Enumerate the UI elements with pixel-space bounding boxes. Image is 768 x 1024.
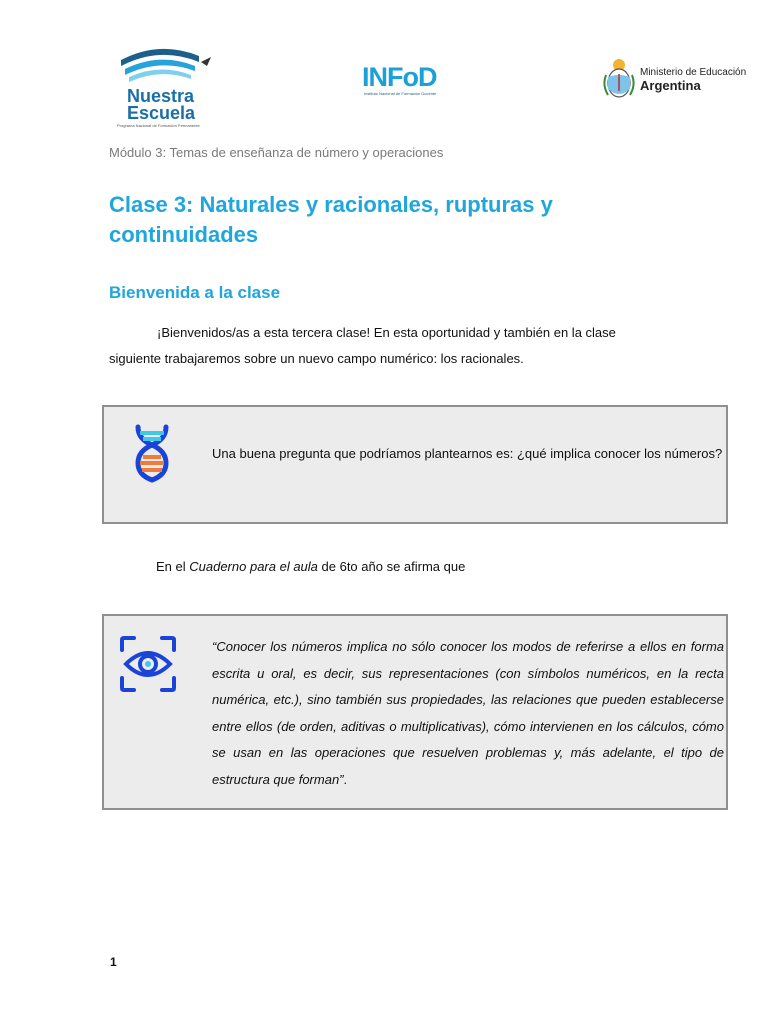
question-text: Una buena pregunta que podríamos plantearnos es: ¿qué implica conocer los números? bbox=[212, 446, 723, 461]
quote-callout bbox=[102, 614, 728, 810]
quote-closing: . bbox=[343, 771, 348, 787]
quote-text bbox=[212, 634, 724, 794]
question-callout bbox=[102, 405, 728, 524]
nuestra-escuela-logo bbox=[113, 44, 223, 132]
module-heading: Módulo 3: Temas de enseñanza de número y operaciones bbox=[109, 145, 444, 160]
cuaderno-suffix: de 6to año se afirma que bbox=[317, 559, 466, 574]
section-heading: Bienvenida a la clase bbox=[109, 283, 281, 302]
dna-icon bbox=[130, 423, 174, 485]
cuaderno-title: Cuaderno para el aula bbox=[189, 559, 318, 574]
ministerio-line2: Argentina bbox=[640, 78, 701, 93]
cuaderno-line bbox=[156, 559, 465, 574]
coat-of-arms-icon bbox=[602, 55, 636, 101]
ministerio-line1: Ministerio de Educación bbox=[640, 67, 747, 78]
page-number: 1 bbox=[110, 955, 117, 969]
quote-body: “Conocer los números implica no sólo conocer los modos de referirse a ellos en forma escrita u oral, es decir, sus representaciones (con símbolos numéricos, en la recta numérica, etc.), sino también sus propiedades, las relaciones que pueden establecerse entre ellos (de orden, aditivas o multiplicativas), cómo intervienen en los cálculos, cómo se usan en las operaciones que resuelven problemas y, más adelante, el tipo de estructura que forman” bbox=[212, 639, 724, 787]
infod-tagline: Instituto Nacional de Formación Docente bbox=[364, 91, 437, 96]
ministerio-logo bbox=[602, 55, 752, 105]
infod-wordmark: INFoD bbox=[362, 62, 437, 92]
logo-word-escuela: Escuela bbox=[127, 103, 196, 123]
intro-paragraph-text: ¡Bienvenidos/as a esta tercera clase! En esta oportunidad y también en la clase siguiente trabajaremos sobre un nuevo campo numérico: los racionales. bbox=[109, 325, 616, 366]
eye-scan-icon bbox=[118, 634, 178, 694]
logo-tagline: Programa Nacional de Formación Permanente bbox=[117, 123, 200, 128]
cuaderno-prefix: En el bbox=[156, 559, 190, 574]
intro-paragraph bbox=[109, 320, 669, 372]
logo-word-nuestra: Nuestra bbox=[127, 86, 195, 106]
logo-arcs-icon bbox=[115, 44, 215, 84]
infod-logo bbox=[362, 62, 462, 102]
page-title: Clase 3: Naturales y racionales, rupturas y continuidades bbox=[109, 192, 553, 247]
